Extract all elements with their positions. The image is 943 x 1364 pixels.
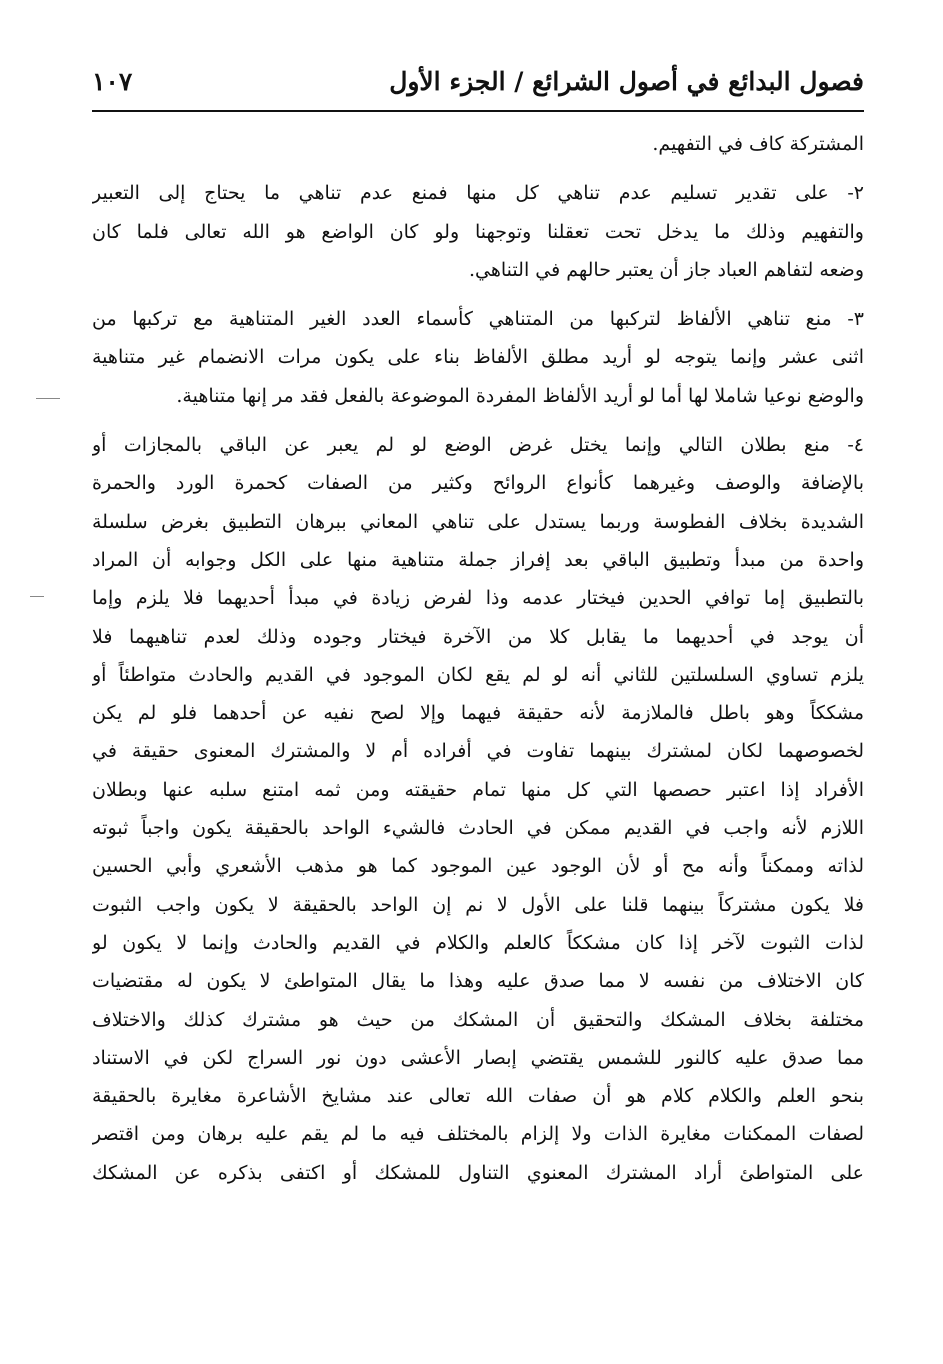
margin-mark bbox=[36, 398, 60, 399]
paragraph bbox=[92, 125, 864, 163]
text-line: واحدة من مبدأ وتطبيق الباقي بعد إفراز جملة متناهية منها على الكل وجوابه أن المراد bbox=[92, 548, 864, 571]
text-line: اثنى عشر وإنما يتوجه لو أريد مطلق الألفاظ بناء على يكون مرات الانضمام غير متناهية bbox=[92, 346, 864, 369]
text-line: لذاته وممكناً وأنه مح أو لأن الوجود عين الموجود كما هو مذهب الأشعري وأبي الحسين bbox=[92, 855, 864, 878]
text-line: مختلفة بخلاف المشكك والتحقيق أن المشكك من حيث هو مشترك كذلك والاختلاف bbox=[92, 1008, 864, 1031]
text-line: على المتواطئ أراد المشترك المعنوي التناول للمشكك أو اكتفى بذكره عن المشكك bbox=[92, 1161, 864, 1184]
text-line: والوضع نوعيا شاملا لها أما لو أريد الألفاظ المفردة الموضوعة بالفعل فقد مر إنها متناهية. bbox=[176, 384, 864, 407]
text-line: أن يوجد في أحديهما ما يقابل كلا من الآخرة فيختار وجوده وذلك لعدم تناهيهما فلا bbox=[92, 625, 864, 648]
header-title: فصول البدائع في أصول الشرائع / الجزء الأول bbox=[389, 67, 864, 96]
text-line: الأفراد إذا اعتبر حصصها التي كل منها تمام حقيقته ومن ثمه امتنع سلبه عنها وبطلان bbox=[92, 778, 864, 801]
text-line: بالإضافة والوصف وغيرهما كأنواع الروائح وكثير من الصفات كحمرة الورد والحمرة bbox=[92, 472, 864, 495]
text-line: مشككاً وهو باطل فالملازمة لأنه حقيقة فيهما وإلا لصح نفيه عن أحدهما فلو لم يكن bbox=[92, 702, 864, 725]
text-line: يلزم تساوي السلسلتين للثاني أنه لو لم يقع لكان الموجود في القديم والحادث متواطئاً أو bbox=[92, 663, 864, 686]
running-header bbox=[92, 58, 864, 114]
text-line: كان الاختلاف من نفسه لا مما صدق عليه وهذا ما يقال المتواطئ لا يكون له مقتضيات bbox=[92, 970, 864, 993]
text-line: ٤- منع بطلان التالي وإنما يختل غرض الوضع لو لم يعبر عن الباقي بالمجازات أو bbox=[92, 434, 864, 457]
page-number: ١٠٧ bbox=[92, 67, 133, 96]
text-line: ٢- على تقدير تسليم عدم تناهي كل منها فمنع عدم تناهي ما يحتاج إلى التعبير bbox=[92, 182, 864, 205]
header-rule bbox=[92, 110, 864, 112]
paragraph bbox=[92, 300, 864, 415]
text-line: بنحو العلم والكلام كلام هو أن صفات الله تعالى عند مشايخ الأشاعرة مغايرة بالحقيقة bbox=[92, 1085, 864, 1108]
text-line: ٣- منع تناهي الألفاظ لتركبها من المتناهي كأسماء العدد الغير المتناهية مع تركبها من bbox=[92, 308, 864, 331]
text-line: لخصوصهما لكان لمشترك بينهما تفاوت في أفراده أم لا والمشترك المعنوى حقيقة في bbox=[92, 740, 864, 763]
text-line: والتفهيم وذلك ما يدخل تحت تعقلنا وتوجهنا ولو كان الواضع هو الله تعالى فلما كان bbox=[92, 220, 864, 243]
margin-mark bbox=[30, 596, 44, 597]
text-line: المشتركة كاف في التفهيم. bbox=[652, 133, 864, 155]
text-line: اللازم لأنه واجب في القديم ممكن في الحادث فالشيء الواحد بالحقيقة يكون واجباً ثبوته bbox=[92, 817, 864, 840]
text-line: وضعه لتفاهم العباد جاز أن يعتبر حالهم في التناهي. bbox=[469, 258, 864, 281]
paragraph bbox=[92, 426, 864, 1192]
text-line: الشديدة بخلاف الفطوسة وربما يستدل على تناهي المعاني ببرهان التطبيق بغرض سلسلة bbox=[92, 510, 864, 533]
text-line: فلا يكون مشتركاً بينهما قلنا على الأول لا نم إن الواحد بالحقيقة لا يكون واجب الثبوت bbox=[92, 893, 864, 916]
text-line: لذات الثبوت لآخر إذا كان مشككاً كالعلم والكلام في القديم والحادث وإنما لا يكون لو bbox=[92, 931, 864, 954]
text-line: بالتطبيق إما توافي الحدين فيختار عدمه وذا لفرض زيادة في مبدأ أحديهما فلا يلزم وإما bbox=[92, 587, 864, 610]
body-text bbox=[92, 125, 864, 1203]
text-line: مما صدق عليه كالنور للشمس يقتضي إبصار الأعشى دون نور السراج لكن في الاستناد bbox=[92, 1046, 864, 1069]
paragraph bbox=[92, 174, 864, 289]
text-line: لصفات الممكنات مغايرة الذات ولا إلزام بالمختلف فيه ما لم يقم عليه برهان ومن اقتصر bbox=[92, 1123, 864, 1146]
